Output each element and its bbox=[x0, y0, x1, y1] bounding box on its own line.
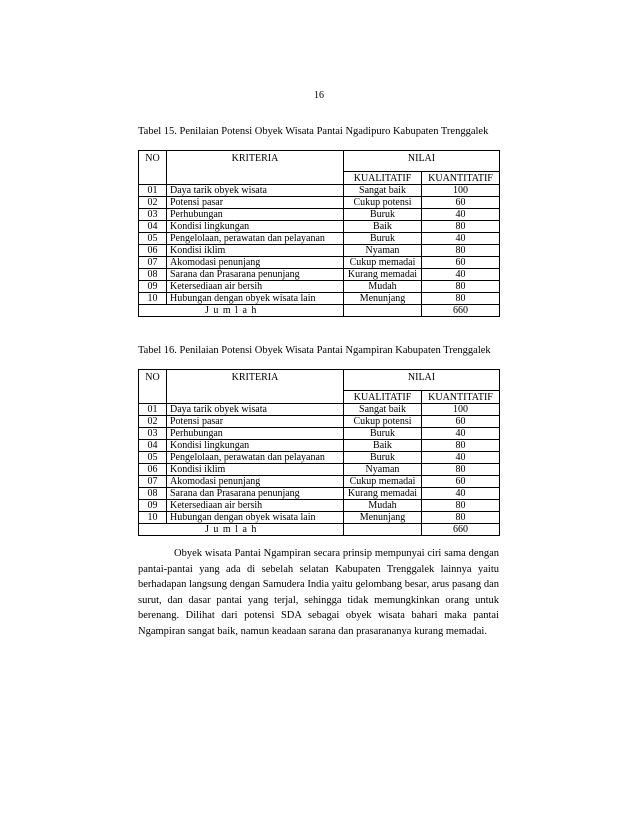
row-number: 04 bbox=[139, 221, 167, 233]
row-number: 04 bbox=[139, 440, 167, 452]
header-nilai: NILAI bbox=[344, 370, 500, 391]
row-number: 09 bbox=[139, 281, 167, 293]
row-kualitatif: Nyaman bbox=[344, 245, 422, 257]
row-kriteria: Kondisi lingkungan bbox=[167, 440, 344, 452]
row-kuantitatif: 80 bbox=[422, 245, 500, 257]
row-kriteria: Kondisi lingkungan bbox=[167, 221, 344, 233]
row-kriteria: Hubungan dengan obyek wisata lain bbox=[167, 293, 344, 305]
table-row bbox=[139, 281, 500, 293]
row-kriteria: Daya tarik obyek wisata bbox=[167, 404, 344, 416]
row-kuantitatif: 60 bbox=[422, 476, 500, 488]
header-kriteria: KRITERIA bbox=[167, 151, 344, 185]
row-kuantitatif: 80 bbox=[422, 500, 500, 512]
row-kriteria: Ketersediaan air bersih bbox=[167, 500, 344, 512]
row-number: 09 bbox=[139, 500, 167, 512]
row-kriteria: Potensi pasar bbox=[167, 416, 344, 428]
header-nilai: NILAI bbox=[344, 151, 500, 172]
row-kualitatif: Sangat baik bbox=[344, 404, 422, 416]
row-kualitatif: Kurang memadai bbox=[344, 269, 422, 281]
row-number: 02 bbox=[139, 416, 167, 428]
row-kuantitatif: 80 bbox=[422, 512, 500, 524]
total-empty-cell bbox=[344, 305, 422, 317]
row-kualitatif: Nyaman bbox=[344, 464, 422, 476]
table-row bbox=[139, 512, 500, 524]
row-number: 03 bbox=[139, 209, 167, 221]
row-kuantitatif: 40 bbox=[422, 269, 500, 281]
row-kuantitatif: 60 bbox=[422, 257, 500, 269]
table-row bbox=[139, 452, 500, 464]
row-kualitatif: Menunjang bbox=[344, 512, 422, 524]
row-number: 02 bbox=[139, 197, 167, 209]
body-paragraph bbox=[138, 546, 499, 639]
row-number: 07 bbox=[139, 257, 167, 269]
row-kualitatif: Baik bbox=[344, 221, 422, 233]
table-row bbox=[139, 428, 500, 440]
total-label: J u m l a h bbox=[139, 305, 344, 317]
row-number: 08 bbox=[139, 269, 167, 281]
row-kriteria: Ketersediaan air bersih bbox=[167, 281, 344, 293]
table-row bbox=[139, 500, 500, 512]
row-kuantitatif: 80 bbox=[422, 293, 500, 305]
row-kualitatif: Kurang memadai bbox=[344, 488, 422, 500]
row-kualitatif: Cukup potensi bbox=[344, 197, 422, 209]
table-row bbox=[139, 476, 500, 488]
total-value: 660 bbox=[422, 524, 500, 536]
table-row bbox=[139, 257, 500, 269]
total-row bbox=[139, 524, 500, 536]
paragraph-text: Obyek wisata Pantai Ngampiran secara prinsip mempunyai ciri sama dengan pantai-pantai yang ada di sebelah selatan Kabupaten Trenggalek lainnya yaitu berhadapan langsung dengan Samudera India yaitu gelombang besar, arus pasang dan surut, dan dasar pantai yang terjal, sehingga tidak memungkinkan orang untuk berenang. Dilihat dari potensi SDA sebagai obyek wisata bahari maka pantai Ngampiran sangat baik, namun keadaan sarana dan prasarananya kurang memadai. bbox=[138, 548, 499, 637]
total-label: J u m l a h bbox=[139, 524, 344, 536]
row-kuantitatif: 40 bbox=[422, 209, 500, 221]
row-kriteria: Akomodasi penunjang bbox=[167, 257, 344, 269]
row-kuantitatif: 100 bbox=[422, 185, 500, 197]
header-kualitatif: KUALITATIF bbox=[344, 391, 422, 404]
row-kuantitatif: 40 bbox=[422, 428, 500, 440]
row-kriteria: Sarana dan Prasarana penunjang bbox=[167, 269, 344, 281]
table-16 bbox=[138, 369, 500, 536]
row-kriteria: Hubungan dengan obyek wisata lain bbox=[167, 512, 344, 524]
table-row bbox=[139, 209, 500, 221]
row-number: 10 bbox=[139, 293, 167, 305]
row-number: 10 bbox=[139, 512, 167, 524]
header-kuantitatif: KUANTITATIF bbox=[422, 172, 500, 185]
row-kuantitatif: 80 bbox=[422, 281, 500, 293]
table-15 bbox=[138, 150, 500, 317]
table-row bbox=[139, 185, 500, 197]
row-kuantitatif: 40 bbox=[422, 233, 500, 245]
header-kuantitatif: KUANTITATIF bbox=[422, 391, 500, 404]
row-kualitatif: Cukup potensi bbox=[344, 416, 422, 428]
row-kualitatif: Cukup memadai bbox=[344, 257, 422, 269]
row-kriteria: Perhubungan bbox=[167, 209, 344, 221]
row-number: 03 bbox=[139, 428, 167, 440]
row-number: 07 bbox=[139, 476, 167, 488]
row-number: 08 bbox=[139, 488, 167, 500]
header-no: NO bbox=[139, 370, 167, 404]
row-kriteria: Kondisi iklim bbox=[167, 245, 344, 257]
table-row bbox=[139, 404, 500, 416]
row-kriteria: Potensi pasar bbox=[167, 197, 344, 209]
row-kualitatif: Baik bbox=[344, 440, 422, 452]
row-kualitatif: Cukup memadai bbox=[344, 476, 422, 488]
table-row bbox=[139, 245, 500, 257]
total-row bbox=[139, 305, 500, 317]
row-kualitatif: Mudah bbox=[344, 281, 422, 293]
total-value: 660 bbox=[422, 305, 500, 317]
row-kuantitatif: 60 bbox=[422, 197, 500, 209]
page-number: 16 bbox=[314, 90, 324, 101]
table-row bbox=[139, 488, 500, 500]
row-kriteria: Pengelolaan, perawatan dan pelayanan bbox=[167, 233, 344, 245]
header-kriteria: KRITERIA bbox=[167, 370, 344, 404]
row-kuantitatif: 100 bbox=[422, 404, 500, 416]
row-kualitatif: Mudah bbox=[344, 500, 422, 512]
row-kualitatif: Buruk bbox=[344, 233, 422, 245]
row-kriteria: Pengelolaan, perawatan dan pelayanan bbox=[167, 452, 344, 464]
table-row bbox=[139, 221, 500, 233]
row-number: 06 bbox=[139, 245, 167, 257]
row-number: 01 bbox=[139, 185, 167, 197]
row-kuantitatif: 40 bbox=[422, 452, 500, 464]
row-number: 05 bbox=[139, 452, 167, 464]
table-row bbox=[139, 464, 500, 476]
row-kriteria: Perhubungan bbox=[167, 428, 344, 440]
row-kriteria: Kondisi iklim bbox=[167, 464, 344, 476]
table-row bbox=[139, 233, 500, 245]
table-16-caption: Tabel 16. Penilaian Potensi Obyek Wisata Pantai Ngampiran Kabupaten Trenggalek bbox=[138, 345, 491, 356]
row-kualitatif: Buruk bbox=[344, 428, 422, 440]
table-row bbox=[139, 197, 500, 209]
row-kualitatif: Buruk bbox=[344, 452, 422, 464]
header-no: NO bbox=[139, 151, 167, 185]
row-kualitatif: Sangat baik bbox=[344, 185, 422, 197]
row-number: 05 bbox=[139, 233, 167, 245]
table-row bbox=[139, 293, 500, 305]
total-empty-cell bbox=[344, 524, 422, 536]
row-number: 06 bbox=[139, 464, 167, 476]
row-kuantitatif: 40 bbox=[422, 488, 500, 500]
row-number: 01 bbox=[139, 404, 167, 416]
header-kualitatif: KUALITATIF bbox=[344, 172, 422, 185]
row-kriteria: Sarana dan Prasarana penunjang bbox=[167, 488, 344, 500]
row-kuantitatif: 80 bbox=[422, 221, 500, 233]
row-kriteria: Akomodasi penunjang bbox=[167, 476, 344, 488]
row-kualitatif: Buruk bbox=[344, 209, 422, 221]
row-kriteria: Daya tarik obyek wisata bbox=[167, 185, 344, 197]
table-row bbox=[139, 440, 500, 452]
row-kuantitatif: 60 bbox=[422, 416, 500, 428]
table-row bbox=[139, 416, 500, 428]
row-kuantitatif: 80 bbox=[422, 464, 500, 476]
table-15-caption: Tabel 15. Penilaian Potensi Obyek Wisata Pantai Ngadipuro Kabupaten Trenggalek bbox=[138, 126, 489, 137]
table-row bbox=[139, 269, 500, 281]
row-kuantitatif: 80 bbox=[422, 440, 500, 452]
row-kualitatif: Menunjang bbox=[344, 293, 422, 305]
